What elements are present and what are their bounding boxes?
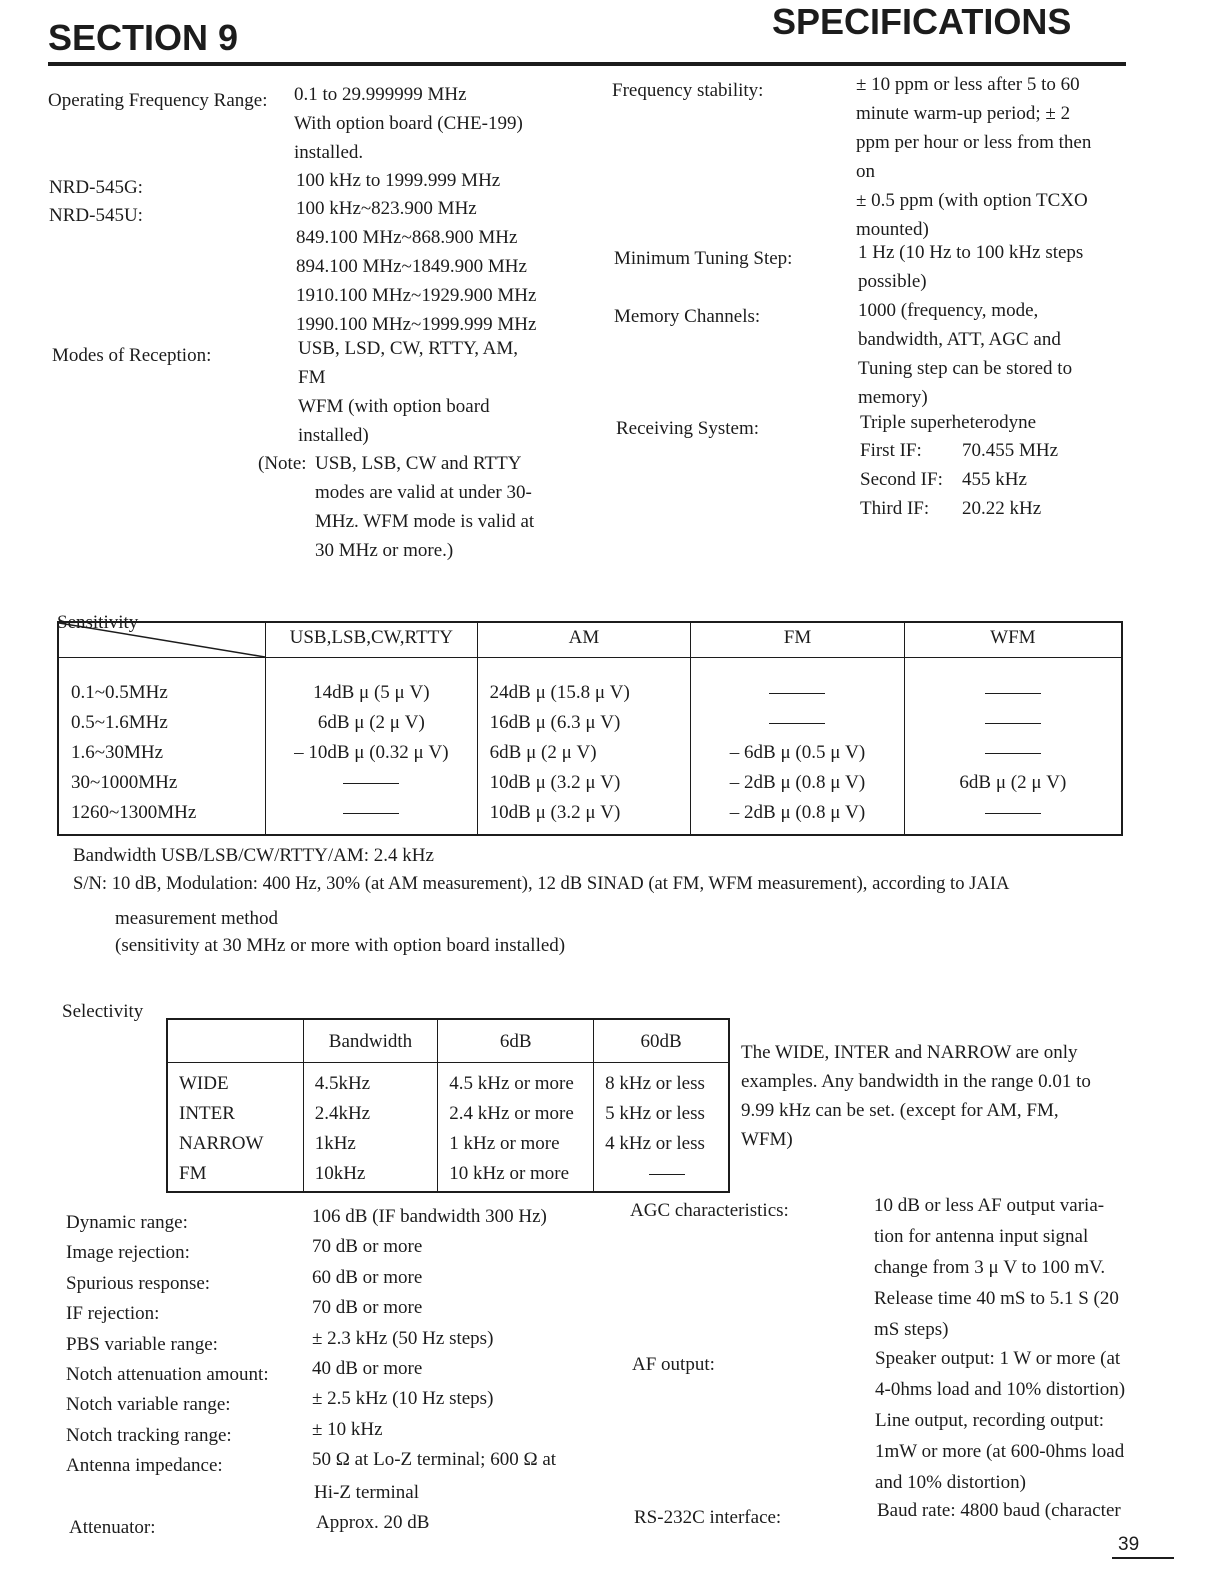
rs232c-label: RS-232C interface: [634, 1507, 782, 1528]
nrd545g-value: 100 kHz to 1999.999 MHz [296, 170, 501, 191]
dash-icon [985, 753, 1041, 754]
header-rule [48, 62, 1126, 66]
selectivity-cell: 4.5 kHz or more [449, 1073, 574, 1094]
spec-label: Notch tracking range: [66, 1424, 232, 1446]
sensitivity-cell: 16dB μ (6.3 μ V) [489, 712, 621, 733]
column-header: 60dB [594, 1019, 729, 1063]
sensitivity-cell: – 2dB μ (0.8 μ V) [729, 772, 866, 793]
note-prefix: (Note: [258, 453, 307, 474]
band-cell: 1260~1300MHz [71, 802, 197, 823]
fm-column [691, 658, 904, 836]
spec-value: 40 dB or more [312, 1357, 423, 1379]
selectivity-cell [605, 1159, 728, 1189]
empty-corner-cell [167, 1019, 303, 1063]
spec-label: Dynamic range: [66, 1212, 188, 1233]
filter-name-column [167, 1063, 303, 1193]
rs232c-value: Baud rate: 4800 baud (character [877, 1500, 1121, 1521]
spec-value: 106 dB (IF bandwidth 300 Hz) [312, 1206, 547, 1227]
selectivity-cell: 8 kHz or less [605, 1073, 705, 1094]
sensitivity-cell: 24dB μ (15.8 μ V) [489, 682, 630, 703]
sensitivity-cell: – 10dB μ (0.32 μ V) [294, 742, 449, 763]
dash-icon [769, 693, 825, 694]
6db-column [438, 1063, 594, 1193]
dash-icon [985, 723, 1041, 724]
selectivity-cell: WIDE [179, 1073, 229, 1094]
if-stage-value: 455 kHz [962, 469, 1027, 490]
agc-label: AGC characteristics: [630, 1200, 789, 1221]
operating-frequency-label: Operating Frequency Range: [48, 90, 268, 111]
attenuator-label: Attenuator: [69, 1517, 156, 1538]
page-number: 39 [1118, 1534, 1140, 1555]
selectivity-cell: 4 kHz or less [605, 1133, 705, 1154]
sensitivity-cell [266, 798, 477, 828]
lower-spec-values [312, 1202, 556, 1476]
antenna-impedance-continued: Hi-Z terminal [314, 1482, 419, 1503]
sensitivity-cell: 6dB μ (2 μ V) [489, 742, 597, 763]
selectivity-title: Selectivity [62, 1001, 144, 1022]
nrd545u-values: 100 kHz~823.900 MHz 849.100 MHz~868.900 MHz 894.100 MHz~1849.900 MHz 1910.100 MHz~1929.900 MHz 1990.100 MHz~1999.999 MHz [296, 198, 537, 335]
modes-label: Modes of Reception: [52, 345, 212, 366]
sensitivity-cell [691, 678, 903, 708]
column-header: AM [477, 622, 691, 658]
receiving-system-value: Triple superheterodyne [860, 412, 1037, 433]
sensitivity-cell: – 2dB μ (0.8 μ V) [729, 802, 866, 823]
spec-value: ± 2.5 kHz (10 Hz steps) [312, 1388, 494, 1410]
usb-column [266, 658, 478, 836]
spec-label: Notch attenuation amount: [66, 1363, 269, 1385]
sensitivity-cell: 10dB μ (3.2 μ V) [489, 802, 621, 823]
if-stage-name: First IF: [860, 440, 922, 461]
page-number-rule [1112, 1557, 1174, 1559]
attenuator-value: Approx. 20 dB [316, 1512, 430, 1533]
selectivity-cell: FM [179, 1163, 207, 1184]
spec-value: ± 2.3 kHz (50 Hz steps) [312, 1327, 494, 1349]
nrd545g-label: NRD-545G: [49, 177, 143, 198]
selectivity-table [166, 1018, 730, 1193]
agc-values: 10 dB or less AF output varia- tion for antenna input signal change from 3 μ V to 100 mV. Release time 40 mS to 5.1 S (20 mS steps) [874, 1195, 1119, 1340]
selectivity-cell: NARROW [179, 1133, 264, 1154]
selectivity-header-row [167, 1019, 729, 1063]
band-cell: 0.5~1.6MHz [71, 712, 168, 733]
sensitivity-data-row [58, 658, 1122, 836]
sensitivity-table [57, 621, 1123, 836]
selectivity-cell: 4.5kHz [314, 1073, 371, 1094]
if-stage-value: 70.455 MHz [962, 440, 1059, 461]
wfm-column [904, 658, 1122, 836]
spec-label: PBS variable range: [66, 1333, 218, 1355]
sensitivity-note-sens: (sensitivity at 30 MHz or more with option board installed) [115, 935, 566, 956]
sensitivity-note-sn: S/N: 10 dB, Modulation: 400 Hz, 30% (at AM measurement), 12 dB SINAD (at FM, WFM measurement), according to JAIA [73, 873, 1010, 894]
modes-note: USB, LSB, CW and RTTY modes are valid at under 30- MHz. WFM mode is valid at 30 MHz or more.) [315, 453, 535, 561]
selectivity-cell: 1kHz [314, 1133, 356, 1154]
nrd545u-label: NRD-545U: [49, 205, 143, 226]
if-stage-value: 20.22 kHz [962, 498, 1042, 519]
sensitivity-cell: 10dB μ (3.2 μ V) [489, 772, 621, 793]
lower-spec-labels [66, 1208, 269, 1482]
sensitivity-cell [905, 798, 1121, 828]
af-output-values: Speaker output: 1 W or more (at 4-0hms load and 10% distortion) Line output, recording output: 1mW or more (at 600-0hms load and 10% distortion) [875, 1348, 1126, 1493]
diagonal-corner-cell [58, 622, 266, 658]
column-header: Bandwidth [303, 1019, 438, 1063]
memory-channels-values: 1000 (frequency, mode, bandwidth, ATT, AGC and Tuning step can be stored to memory) [858, 300, 1073, 408]
frequency-stability-values: ± 10 ppm or less after 5 to 60 minute warm-up period; ± 2 ppm per hour or less from then on ± 0.5 ppm (with option TCXO mounted) [856, 74, 1092, 240]
band-cell: 0.1~0.5MHz [71, 682, 168, 703]
selectivity-cell: 10kHz [314, 1163, 366, 1184]
sensitivity-cell [905, 678, 1121, 708]
selectivity-cell: 1 kHz or more [449, 1133, 560, 1154]
spec-label: Image rejection: [66, 1242, 190, 1264]
spec-value: 60 dB or more [312, 1266, 423, 1288]
receiving-system-label: Receiving System: [616, 418, 760, 439]
sensitivity-cell: 6dB μ (2 μ V) [317, 712, 425, 733]
band-cell: 1.6~30MHz [71, 742, 164, 763]
if-stage-name: Third IF: [860, 498, 930, 519]
spec-value: 70 dB or more [312, 1236, 423, 1258]
section-heading: SECTION 9 [48, 17, 239, 58]
memory-channels-label: Memory Channels: [614, 306, 761, 327]
sensitivity-cell [905, 738, 1121, 768]
column-header: FM [691, 622, 904, 658]
band-cell: 30~1000MHz [71, 772, 178, 793]
dash-icon [649, 1174, 685, 1175]
operating-frequency-values: 0.1 to 29.999999 MHz With option board (CHE-199) installed. [294, 84, 523, 163]
sensitivity-cell: 6dB μ (2 μ V) [959, 772, 1067, 793]
spec-label: Antenna impedance: [66, 1455, 223, 1477]
frequency-stability-label: Frequency stability: [612, 80, 764, 101]
sensitivity-cell [266, 768, 477, 798]
sensitivity-header-row [58, 622, 1122, 658]
af-output-label: AF output: [632, 1354, 715, 1375]
spec-label: Spurious response: [66, 1272, 211, 1294]
spec-label: IF rejection: [66, 1303, 160, 1325]
dash-icon [343, 813, 399, 814]
dash-icon [985, 693, 1041, 694]
tuning-step-label: Minimum Tuning Step: [614, 248, 793, 269]
sensitivity-cell: 14dB μ (5 μ V) [313, 682, 430, 703]
selectivity-cell: 2.4kHz [314, 1103, 371, 1124]
tuning-step-values: 1 Hz (10 Hz to 100 kHz steps possible) [858, 242, 1084, 292]
column-header: WFM [904, 622, 1122, 658]
selectivity-data-row [167, 1063, 729, 1193]
selectivity-cell: INTER [179, 1103, 235, 1124]
sensitivity-cell [691, 708, 903, 738]
modes-values: USB, LSD, CW, RTTY, AM, FM WFM (with option board installed) [298, 338, 519, 446]
band-column [58, 658, 266, 836]
60db-column [594, 1063, 729, 1193]
bandwidth-column [303, 1063, 438, 1193]
diagonal-line [59, 623, 265, 657]
selectivity-cell: 2.4 kHz or more [449, 1103, 574, 1124]
selectivity-cell: 5 kHz or less [605, 1103, 705, 1124]
column-header: USB,LSB,CW,RTTY [266, 622, 478, 658]
page-title: SPECIFICATIONS [772, 1, 1072, 42]
selectivity-cell: 10 kHz or more [449, 1163, 570, 1184]
spec-value: 70 dB or more [312, 1297, 423, 1319]
dash-icon [985, 813, 1041, 814]
sensitivity-cell: – 6dB μ (0.5 μ V) [729, 742, 866, 763]
sensitivity-note-bandwidth: Bandwidth USB/LSB/CW/RTTY/AM: 2.4 kHz [73, 845, 434, 866]
spec-label: Notch variable range: [66, 1394, 231, 1416]
sensitivity-note-method: measurement method [115, 908, 279, 929]
sensitivity-cell [905, 708, 1121, 738]
spec-value: ± 10 kHz [312, 1418, 383, 1440]
dash-icon [343, 783, 399, 784]
spec-value: 50 Ω at Lo-Z terminal; 600 Ω at [312, 1449, 557, 1471]
column-header: 6dB [438, 1019, 594, 1063]
am-column [477, 658, 691, 836]
dash-icon [769, 723, 825, 724]
sensitivity-title: Sensitivity [57, 612, 139, 633]
if-stage-name: Second IF: [860, 469, 943, 490]
selectivity-note: The WIDE, INTER and NARROW are only examples. Any bandwidth in the range 0.01 to 9.99 kHz can be set. (except for AM, FM, WFM) [741, 1042, 1091, 1150]
